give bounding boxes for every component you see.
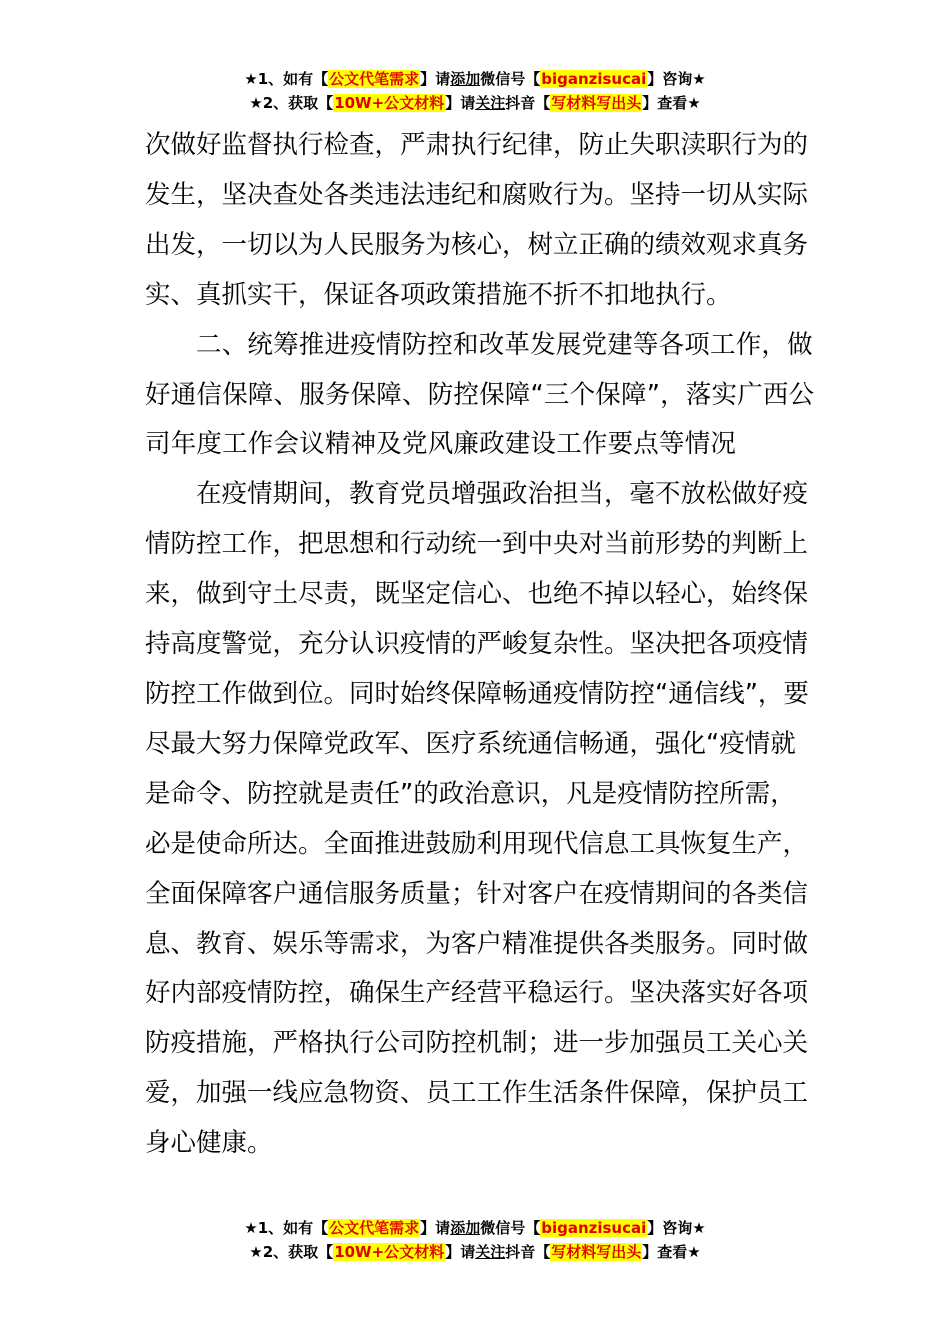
banner-text: 】请 (420, 1219, 451, 1237)
banner-underlined: 添加 (450, 1219, 481, 1237)
banner-text: ★1、如有【 (244, 1219, 329, 1237)
document-body (145, 121, 815, 1169)
banner-underlined: 关注 (475, 1243, 506, 1261)
banner-highlight: biganzisucai (541, 1219, 647, 1237)
header-banner (0, 67, 950, 115)
banner-text: 抖音【 (505, 1243, 551, 1261)
banner-line-2 (0, 1240, 950, 1264)
banner-highlight: 10W+公文材料 (334, 94, 445, 112)
banner-highlight: 10W+公文材料 (334, 1243, 445, 1261)
banner-line-1 (0, 1216, 950, 1240)
banner-text: 】请 (445, 1243, 476, 1261)
banner-text: 】咨询★ (647, 1219, 706, 1237)
banner-text: 微信号【 (480, 70, 541, 88)
banner-highlight: 公文代笔需求 (329, 1219, 420, 1237)
banner-text: 】咨询★ (647, 70, 706, 88)
banner-highlight: 公文代笔需求 (329, 70, 420, 88)
banner-line-1 (0, 67, 950, 91)
banner-text: 抖音【 (505, 94, 551, 112)
banner-text: ★1、如有【 (244, 70, 329, 88)
banner-text: 】请 (445, 94, 476, 112)
banner-text: 微信号【 (480, 1219, 541, 1237)
banner-text: 】查看★ (642, 1243, 701, 1261)
banner-highlight: 写材料写出头 (551, 94, 642, 112)
paragraph-epidemic: 在疫情期间，教育党员增强政治担当，毫不放松做好疫情防控工作，把思想和行动统一到中央对当前形势的判断上来，做到守土尽责，既坚定信心、也绝不掉以轻心，始终保持高度警觉，充分认识疫情的严峻复杂性。坚决把各项疫情防控工作做到位。同时始终保障畅通疫情防控“通信线”，要尽最大努力保障党政军、医疗系统通信畅通，强化“疫情就是命令、防控就是责任”的政治意识，凡是疫情防控所需，必是使命所达。全面推进鼓励利用现代信息工具恢复生产，全面保障客户通信服务质量；针对客户在疫情期间的各类信息、教育、娱乐等需求，为客户精准提供各类服务。同时做好内部疫情防控，确保生产经营平稳运行。坚决落实好各项防疫措施，严格执行公司防控机制；进一步加强员工关心关爱，加强一线应急物资、员工工作生活条件保障，保护员工身心健康。 (145, 479, 809, 1159)
banner-underlined: 添加 (450, 70, 481, 88)
banner-line-2 (0, 91, 950, 115)
section-heading: 二、统筹推进疫情防控和改革发展党建等各项工作，做好通信保障、服务保障、防控保障“三个保障”，落实广西公司年度工作会议精神及党风廉政建设工作要点等情况 (145, 329, 815, 460)
banner-text: ★2、获取【 (249, 1243, 334, 1261)
paragraph-continued: 次做好监督执行检查，严肃执行纪律，防止失职渎职行为的发生，坚决查处各类违法违纪和腐败行为。坚持一切从实际出发，一切以为人民服务为核心，树立正确的绩效观求真务实、真抓实干，保证各项政策措施不折不扣地执行。 (145, 130, 809, 310)
banner-text: ★2、获取【 (249, 94, 334, 112)
banner-text: 】请 (420, 70, 451, 88)
banner-highlight: biganzisucai (541, 70, 647, 88)
footer-banner (0, 1216, 950, 1264)
banner-underlined: 关注 (475, 94, 506, 112)
banner-text: 】查看★ (642, 94, 701, 112)
banner-highlight: 写材料写出头 (551, 1243, 642, 1261)
